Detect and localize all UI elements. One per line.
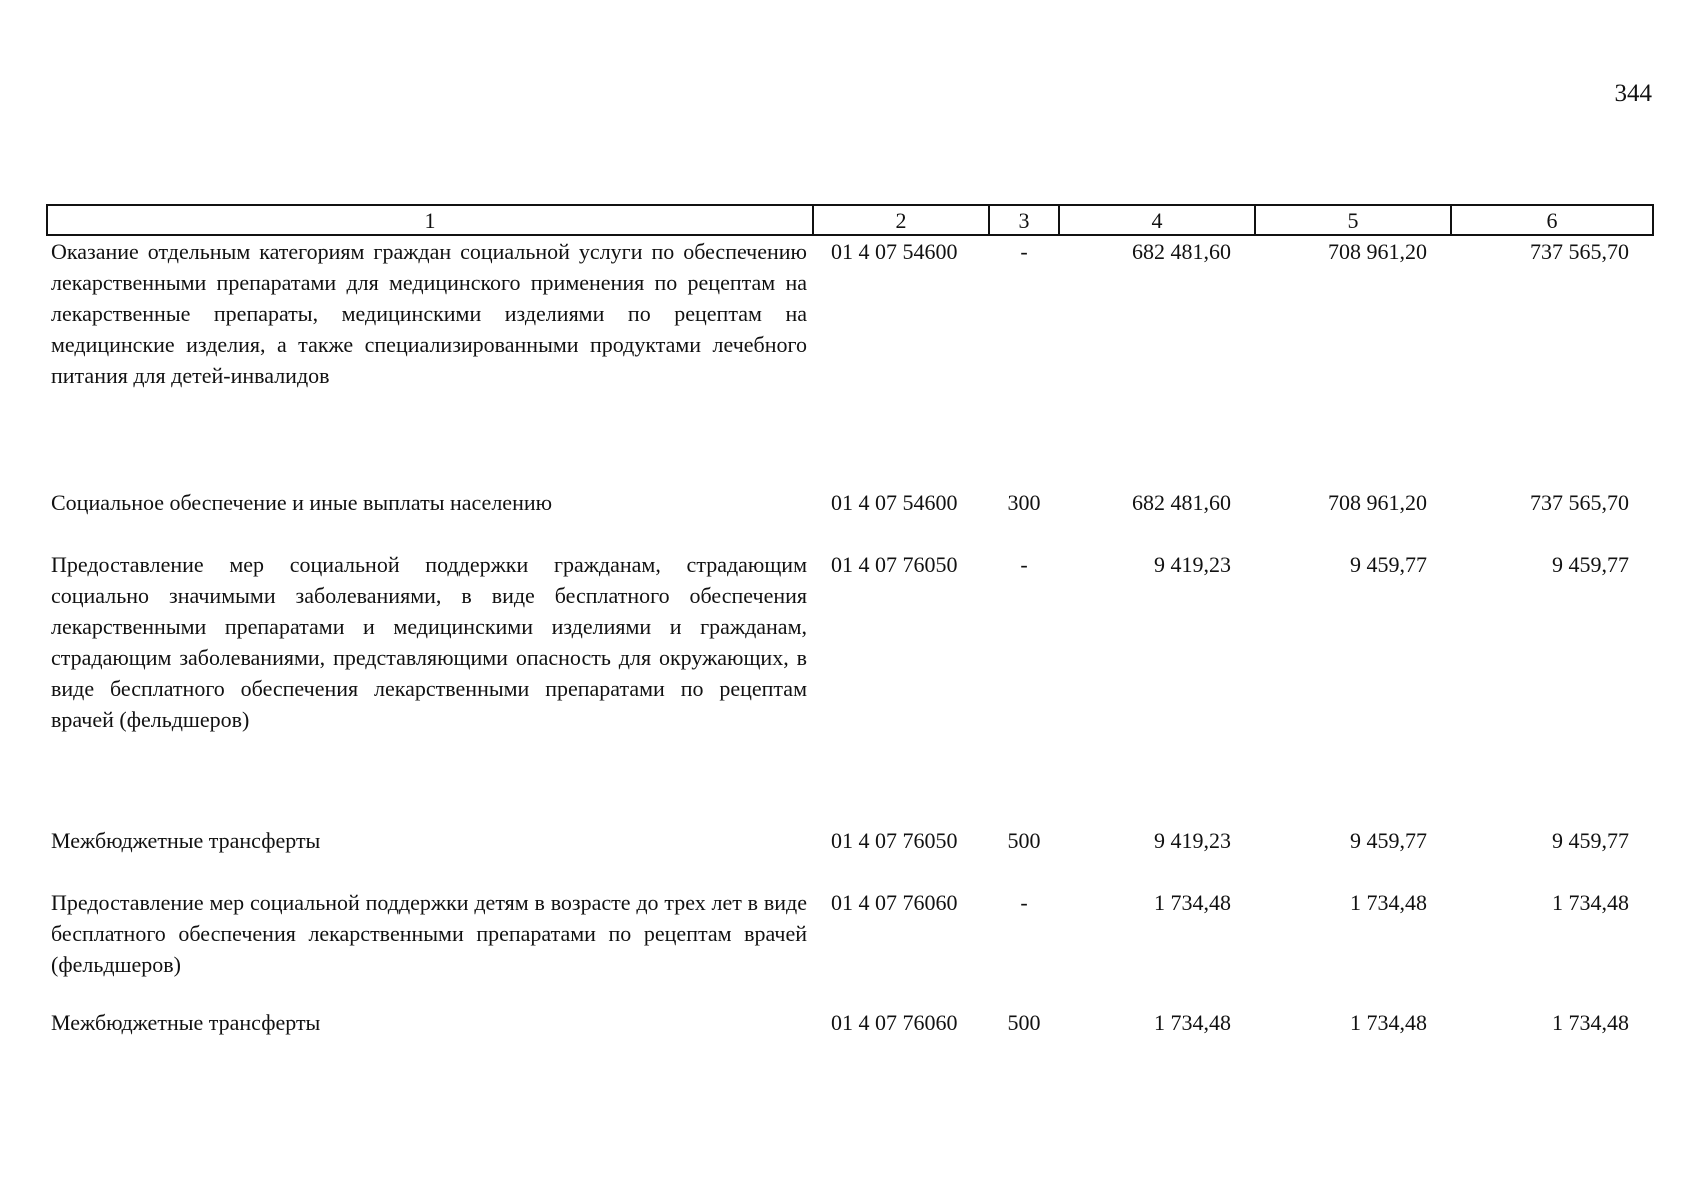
row-value-col4: 9 419,23 bbox=[1154, 828, 1231, 853]
table-row bbox=[47, 1007, 1653, 1047]
row-value-col4: 1 734,48 bbox=[1154, 1010, 1231, 1035]
row-value-col4: 9 419,23 bbox=[1154, 552, 1231, 577]
row-value-col5: 708 961,20 bbox=[1328, 239, 1427, 264]
row-value-col5: 708 961,20 bbox=[1328, 490, 1427, 515]
row-code: 01 4 07 76060 bbox=[831, 1010, 958, 1035]
row-expense-type: 300 bbox=[1007, 490, 1041, 515]
row-value-col6: 9 459,77 bbox=[1552, 552, 1629, 577]
column-header-4: 4 bbox=[1059, 205, 1255, 235]
row-expense-type: 500 bbox=[1007, 1010, 1041, 1035]
row-expense-type: - bbox=[1020, 239, 1028, 264]
row-code: 01 4 07 54600 bbox=[831, 490, 958, 515]
row-expense-type: - bbox=[1020, 552, 1028, 577]
row-value-col6: 737 565,70 bbox=[1530, 490, 1629, 515]
row-description: Межбюджетные трансферты bbox=[51, 828, 321, 853]
table-row bbox=[47, 235, 1653, 487]
table-row bbox=[47, 825, 1653, 887]
row-value-col5: 9 459,77 bbox=[1350, 552, 1427, 577]
column-header-6: 6 bbox=[1451, 205, 1653, 235]
row-code: 01 4 07 54600 bbox=[831, 239, 958, 264]
table-header-row bbox=[47, 205, 1653, 235]
column-header-5: 5 bbox=[1255, 205, 1451, 235]
row-code: 01 4 07 76050 bbox=[831, 828, 958, 853]
row-description: Межбюджетные трансферты bbox=[51, 1010, 321, 1035]
row-value-col5: 1 734,48 bbox=[1350, 890, 1427, 915]
row-value-col5: 9 459,77 bbox=[1350, 828, 1427, 853]
row-value-col4: 1 734,48 bbox=[1154, 890, 1231, 915]
row-value-col6: 1 734,48 bbox=[1552, 890, 1629, 915]
row-description: Социальное обеспечение и иные выплаты населению bbox=[51, 490, 553, 515]
row-value-col5: 1 734,48 bbox=[1350, 1010, 1427, 1035]
row-code: 01 4 07 76050 bbox=[831, 552, 958, 577]
row-value-col6: 9 459,77 bbox=[1552, 828, 1629, 853]
row-description: Предоставление мер социальной поддержки гражданам, страдающим социально значимыми заболеваниями, в виде бесплатного обеспечения лекарственными препаратами и медицинскими изделиями и гражданам, страдающим заболеваниями, представляющими опасность для окружающих, в виде бесплатного обеспечения лекарственными препаратами по рецептам врачей (фельдшеров) bbox=[51, 552, 807, 732]
column-header-2: 2 bbox=[813, 205, 989, 235]
column-header-3: 3 bbox=[989, 205, 1059, 235]
row-value-col6: 737 565,70 bbox=[1530, 239, 1629, 264]
row-code: 01 4 07 76060 bbox=[831, 890, 958, 915]
table-row bbox=[47, 549, 1653, 825]
row-value-col6: 1 734,48 bbox=[1552, 1010, 1629, 1035]
budget-table bbox=[46, 204, 1654, 1047]
table-row bbox=[47, 487, 1653, 549]
row-expense-type: - bbox=[1020, 890, 1028, 915]
page-number: 344 bbox=[1614, 80, 1652, 107]
row-description: Оказание отдельным категориям граждан социальной услуги по обеспечению лекарственными препаратами для медицинского применения по рецептам на лекарственные препараты, медицинскими изделиями по рецептам на медицинские изделия, а также специализированными продуктами лечебного питания для детей-инвалидов bbox=[51, 239, 807, 388]
column-header-1: 1 bbox=[47, 205, 813, 235]
table-row bbox=[47, 887, 1653, 1007]
row-value-col4: 682 481,60 bbox=[1132, 239, 1231, 264]
row-expense-type: 500 bbox=[1007, 828, 1041, 853]
row-value-col4: 682 481,60 bbox=[1132, 490, 1231, 515]
row-description: Предоставление мер социальной поддержки детям в возрасте до трех лет в виде бесплатного обеспечения лекарственными препаратами по рецептам врачей (фельдшеров) bbox=[51, 890, 807, 977]
